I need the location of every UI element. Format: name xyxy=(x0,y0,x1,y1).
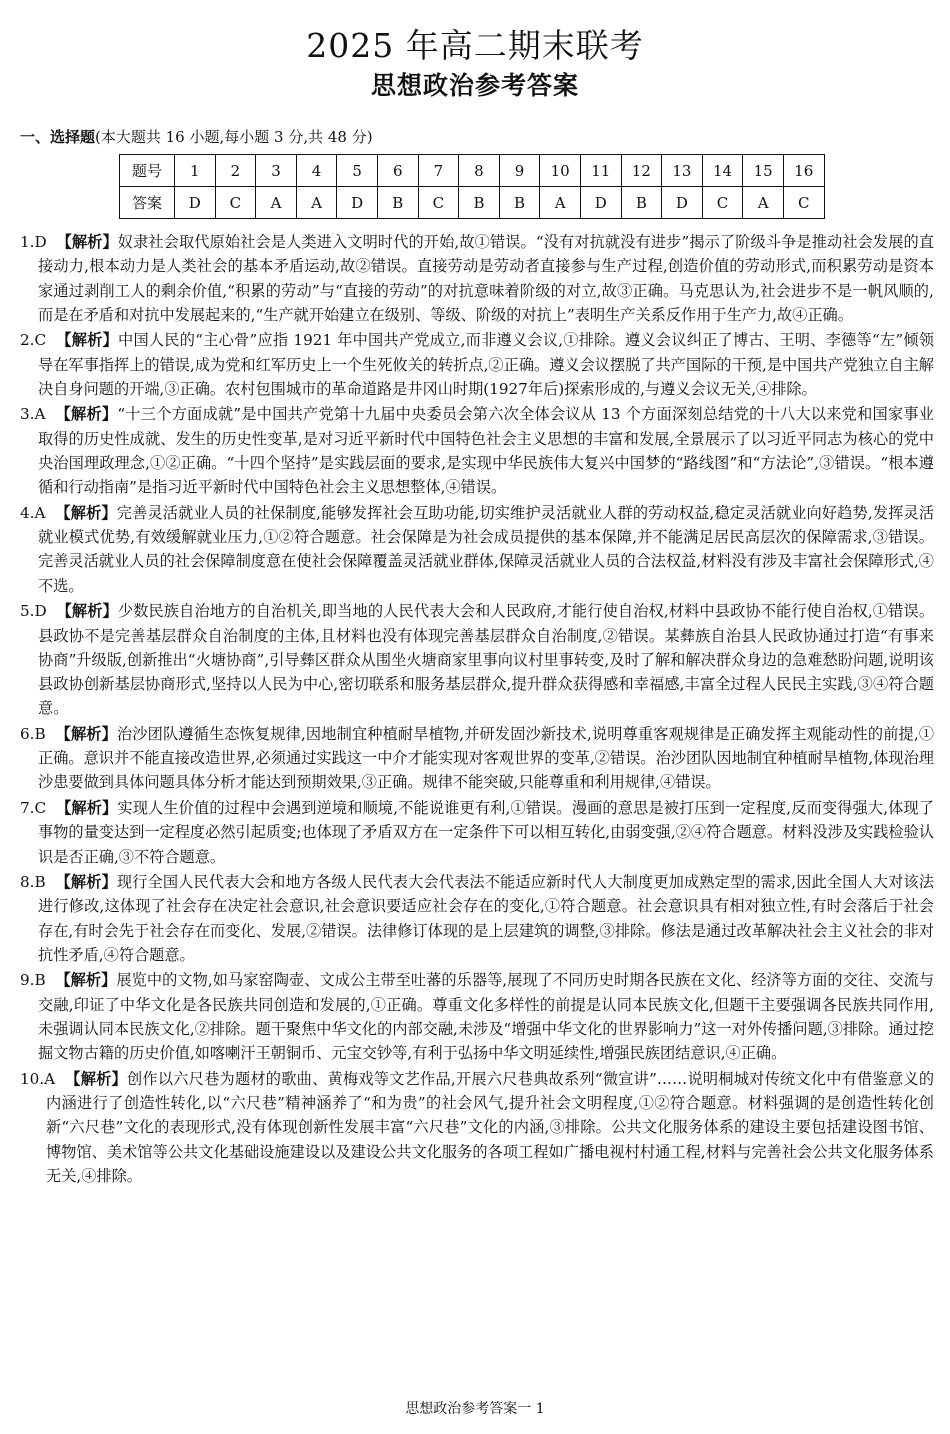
list-item xyxy=(20,1067,934,1188)
item-answer: 4.A xyxy=(20,503,46,522)
answer-cell: A xyxy=(743,187,784,219)
row-label-number: 题号 xyxy=(120,155,175,187)
list-item xyxy=(20,230,934,327)
question-number-cell: 9 xyxy=(499,155,540,187)
answer-cell: B xyxy=(499,187,540,219)
analysis-label: 【解析】 xyxy=(56,331,119,350)
item-text: 实现人生价值的过程中会遇到逆境和顺境,不能说谁更有利,①错误。漫画的意思是被打压到一定程度,反而变得强大,体现了事物的量变达到一定程度必然引起质变;也体现了矛盾双方在一定条件下可以相互转化,由弱变强,②④符合题意。材料没涉及实践检验认识是否正确,③不符合题意。 xyxy=(38,798,935,866)
question-number-cell: 4 xyxy=(296,155,337,187)
item-text: “十三个方面成就”是中国共产党第十九届中央委员会第六次全体会议从 13 个方面深刻总结党的十八大以来党和国家事业取得的历史性成就、发生的历史性变革,是对习近平新时代中国特色社会主义思想的丰富和发展,全景展示了以习近平同志为核心的党中央治国理政理念,①②正确。“十四个坚持”是实践层面的要求,是实现中华民族伟大复兴中国梦的“路线图”和“方法论”,③错误。“根本遵循和行动指南”是指习近平新时代中国特色社会主义思想整体,④错误。 xyxy=(38,405,934,497)
item-text: 治沙团队遵循生态恢复规律,因地制宜种植耐旱植物,并研发固沙新技术,说明尊重客观规律是正确发挥主观能动性的前提,①正确。意识并不能直接改造世界,必须通过实践这一中介才能实现对客观世界的变革,②错误。治沙团队因地制宜种植耐旱植物,体现治理沙患要做到具体问题具体分析才能达到预期效果,③正确。规律不能突破,只能尊重和利用规律,④错误。 xyxy=(38,724,935,792)
question-number-cell: 16 xyxy=(783,155,824,187)
item-answer: 6.B xyxy=(20,724,46,743)
answer-cell: D xyxy=(337,187,378,219)
question-number-cell: 2 xyxy=(215,155,256,187)
answer-cell: D xyxy=(662,187,703,219)
page-subtitle: 思想政治参考答案 xyxy=(370,71,579,100)
item-text: 奴隶社会取代原始社会是人类进入文明时代的开始,故①错误。“没有对抗就没有进步”揭示了阶级斗争是推动社会发展的直接动力,根本动力是人类社会的基本矛盾运动,故②错误。直接劳动是劳动者直接参与生产过程,创造价值的劳动形式,而积累劳动是资本家通过剥削工人的剩余价值,“积累的劳动”与“直接的劳动”的对抗意味着阶级的对立,故③正确。马克思认为,社会进步不是一帆风顺的,而是在矛盾和对抗中发展起来的,“生产就开始建立在级别、等级、阶级的对抗上”表明生产关系反作用于生产力,故④正确。 xyxy=(38,233,935,324)
analysis-list xyxy=(20,230,934,1189)
section-note: (本大题共 16 小题,每小题 3 分,共 48 分) xyxy=(95,128,373,146)
analysis-label: 【解析】 xyxy=(55,405,118,424)
item-answer: 10.A xyxy=(20,1069,56,1088)
page-footer: 思想政治参考答案一 1 xyxy=(405,1401,545,1417)
item-text: 完善灵活就业人员的社保制度,能够发挥社会互助功能,切实维护灵活就业人群的劳动权益,稳定灵活就业向好趋势,发挥灵活就业模式优势,有效缓解就业压力,①②符合题意。社会保障是为社会成员提供的基本保障,并不能满足居民高层次的保障需求,③错误。完善灵活就业人员的社会保障制度意在使社会保障覆盖灵活就业群体,保障灵活就业人员的合法权益,材料没有涉及丰富社会保障形式,④不选。 xyxy=(38,503,935,595)
question-number-cell: 6 xyxy=(377,155,418,187)
item-answer: 2.C xyxy=(20,331,47,350)
item-text: 展览中的文物,如马家窑陶壶、文成公主带至吐蕃的乐器等,展现了不同历史时期各民族在文化、经济等方面的交往、交流与交融,印证了中华文化是各民族共同创造和发展的,①正确。尊重文化多样性的前提是认同本民族文化,但题干主要强调各民族共同作用,未强调认同本民族文化,②排除。题干聚焦中华文化的内部交融,未涉及“增强中华文化的世界影响力”这一对外传播问题,③排除。通过挖掘文物古籍的历史价值,如喀喇汗王朝铜币、元宝交钞等,有利于弘扬中华文明延续性,增强民族团结意识,④正确。 xyxy=(38,971,935,1063)
section-heading xyxy=(20,126,373,147)
analysis-label: 【解析】 xyxy=(55,971,117,990)
answer-cell: D xyxy=(580,187,621,219)
answer-cell: A xyxy=(256,187,297,219)
answer-cell: C xyxy=(418,187,459,219)
question-number-cell: 14 xyxy=(702,155,743,187)
section-title: 一、选择题 xyxy=(20,128,96,146)
answer-cell: C xyxy=(215,187,256,219)
analysis-label: 【解析】 xyxy=(55,503,117,522)
analysis-label: 【解析】 xyxy=(65,1069,127,1088)
page-title: 2025 年高二期末联考 xyxy=(306,26,644,65)
question-number-cell: 7 xyxy=(418,155,459,187)
answer-cell: B xyxy=(459,187,500,219)
answer-cell: D xyxy=(175,187,216,219)
analysis-label: 【解析】 xyxy=(55,873,117,892)
item-text: 中国人民的“主心骨”应指 1921 年中国共产党成立,而非遵义会议,①排除。遵义会议纠正了博古、王明、李德等“左”倾领导在军事指挥上的错误,成为党和红军历史上一个生死攸关的转折点,②正确。遵义会议摆脱了共产国际的干预,是中国共产党独立自主解决自身问题的开端,③正确。农村包围城市的革命道路是井冈山时期(1927年后)探索形成的,与遵义会议无关,④排除。 xyxy=(38,331,935,398)
list-item xyxy=(20,328,934,401)
analysis-label: 【解析】 xyxy=(56,233,118,251)
row-label-answer: 答案 xyxy=(120,187,175,219)
item-answer: 7.C xyxy=(20,798,47,817)
list-item xyxy=(20,796,934,869)
answer-cell: B xyxy=(621,187,662,219)
item-text: 创作以六尺巷为题材的歌曲、黄梅戏等文艺作品,开展六尺巷典故系列“微宣讲”……说明桐城对传统文化中有借鉴意义的内涵进行了创造性转化,以“六尺巷”精神涵养了“和为贵”的社会风气,提升社会文明程度,①②符合题意。材料强调的是创造性转化创新“六尺巷”文化的表现形式,没有体现创新性发展丰富“六尺巷”文化的内涵,③排除。公共文化服务体系的建设主要包括建设图书馆、博物馆、美术馆等公共文化基础设施建设以及建设公共文化服务的各项工程如广播电视村村通工程,材料与完善社会公共文化服务体系无关,④排除。 xyxy=(46,1069,935,1185)
table-row-answers xyxy=(120,187,825,219)
item-answer: 5.D xyxy=(20,602,47,621)
analysis-label: 【解析】 xyxy=(56,602,118,621)
question-number-cell: 13 xyxy=(662,155,703,187)
question-number-cell: 11 xyxy=(580,155,621,187)
question-number-cell: 12 xyxy=(621,155,662,187)
item-answer: 8.B xyxy=(20,873,46,892)
list-item xyxy=(20,722,934,795)
list-item xyxy=(20,870,934,967)
question-number-cell: 3 xyxy=(256,155,297,187)
answer-cell: C xyxy=(702,187,743,219)
question-number-cell: 8 xyxy=(459,155,500,187)
answer-cell: C xyxy=(783,187,824,219)
answer-cell: B xyxy=(377,187,418,219)
list-item xyxy=(20,402,934,499)
analysis-label: 【解析】 xyxy=(55,724,117,743)
question-number-cell: 5 xyxy=(337,155,378,187)
list-item xyxy=(20,501,934,598)
list-item xyxy=(20,968,934,1065)
answer-table xyxy=(119,154,825,219)
question-number-cell: 10 xyxy=(540,155,581,187)
item-answer: 3.A xyxy=(20,405,46,424)
question-number-cell: 1 xyxy=(175,155,216,187)
item-answer: 1.D xyxy=(20,233,47,251)
item-text: 现行全国人民代表大会和地方各级人民代表大会代表法不能适应新时代人大制度更加成熟定型的需求,因此全国人大对该法进行修改,这体现了社会存在决定社会意识,社会意识要适应社会存在的变化,①符合题意。社会意识具有相对独立性,有时会落后于社会存在,有时会先于社会存在而变化、发展,②错误。法律修订体现的是上层建筑的调整,③排除。修法是通过改革解决社会主义社会的非对抗性矛盾,④符合题意。 xyxy=(38,873,935,964)
item-text: 少数民族自治地方的自治机关,即当地的人民代表大会和人民政府,才能行使自治权,材料中县政协不能行使自治权,①错误。县政协不是完善基层群众自治制度的主体,且材料也没有体现完善基层群众自治制度,②错误。某彝族自治县人民政协通过打造“有事来协商”升级版,创新推出“火塘协商”,引导彝区群众从围坐火塘商家里事向议村里事转变,及时了解和解决群众身边的急难愁盼问题,说明该县政协创新基层协商形式,坚持以人民为中心,密切联系和服务基层群众,提升群众获得感和幸福感,丰富全过程人民民主实践,③④符合题意。 xyxy=(38,602,935,718)
table-row-numbers xyxy=(120,155,825,187)
question-number-cell: 15 xyxy=(743,155,784,187)
list-item xyxy=(20,599,934,720)
answer-cell: A xyxy=(296,187,337,219)
answer-cell: A xyxy=(540,187,581,219)
analysis-label: 【解析】 xyxy=(56,798,118,817)
item-answer: 9.B xyxy=(20,971,46,990)
